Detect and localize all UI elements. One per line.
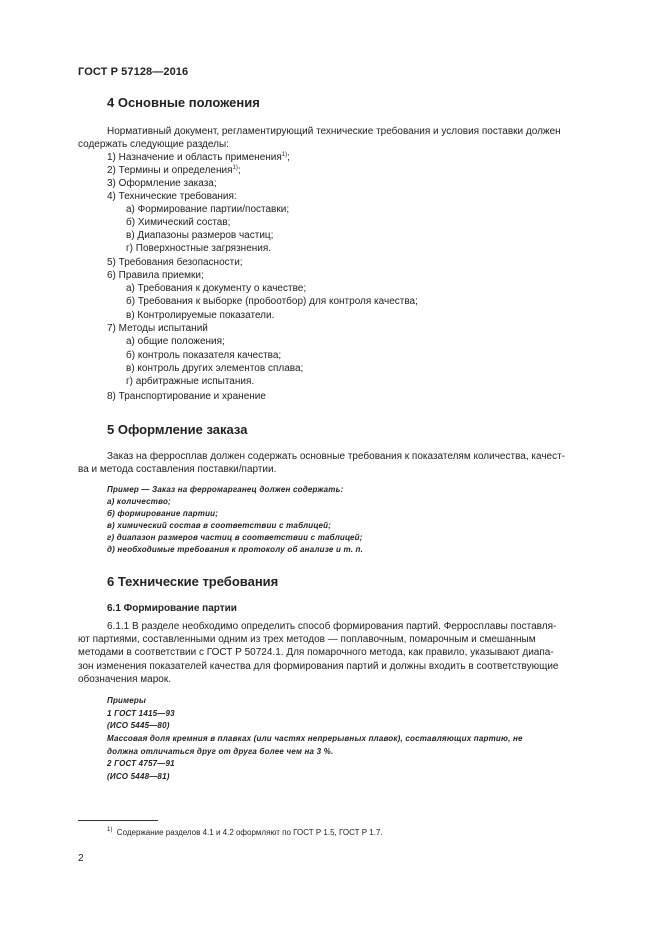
list-item: в) Контролируемые показатели.	[126, 310, 275, 321]
section-6-para-line: зон изменения показателей качества для формирования партий и должны входить в соответствующие	[78, 661, 559, 672]
example-line: д) необходимые требования к протоколу об анализе и т. п.	[107, 545, 364, 554]
example-line: б) формирование партии;	[107, 509, 219, 518]
document-header: ГОСТ Р 57128—2016	[78, 66, 189, 78]
example-line: 1 ГОСТ 1415—93	[107, 709, 175, 718]
list-item: 4) Технические требования:	[107, 191, 237, 202]
footnote-text: Содержание разделов 4.1 и 4.2 оформляют по ГОСТ Р 1.5, ГОСТ Р 1.7.	[116, 828, 383, 837]
section-4-intro-line-2: содержать следующие разделы:	[78, 139, 229, 150]
page-number: 2	[78, 853, 84, 864]
section-6-1-title: 6.1 Формирование партии	[107, 603, 237, 614]
section-6-para-line: методами в соответствии с ГОСТ Р 50724.1. Для помарочного метода, как правило, указывают диапа-	[78, 647, 554, 658]
section-6-para-line: ют партиями, составленными одним из трех методов — поплавочным, помарочным и смешанным	[78, 634, 536, 645]
section-4-title: 4 Основные положения	[107, 95, 260, 110]
list-item: б) Требования к выборке (пробоотбор) для контроля качества;	[126, 296, 418, 307]
list-item: 3) Оформление заказа;	[107, 178, 217, 189]
section-4-intro-line-1: Нормативный документ, регламентирующий технические требования и условия поставки должен	[107, 126, 561, 137]
list-item: б) Химический состав;	[126, 217, 231, 228]
example-line: в) химический состав в соответствии с таблицей;	[107, 521, 332, 530]
section-5-para-line-2: ва и метода составления поставки/партии.	[78, 464, 277, 475]
footnote	[107, 828, 383, 837]
example-line: Массовая доля кремния в плавках (или частях непрерывных плавок), составляющих партию, не	[107, 734, 523, 743]
list-item: г) Поверхностные загрязнения.	[126, 243, 272, 254]
section-5-title: 5 Оформление заказа	[107, 422, 248, 437]
example-line: а) количество;	[107, 497, 171, 506]
section-6-para-line: обозначения марок.	[78, 674, 171, 685]
list-item: 5) Требования безопасности;	[107, 257, 243, 268]
example-line: должна отличаться друг от друга более чем на 3 %.	[107, 747, 334, 756]
list-item: а) Требования к документу о качестве;	[126, 283, 307, 294]
list-item: 6) Правила приемки;	[107, 270, 204, 281]
section-6-title: 6 Технические требования	[107, 574, 279, 589]
example-line: 2 ГОСТ 4757—91	[107, 759, 175, 768]
example-line: (ИСО 5448—81)	[107, 772, 170, 781]
list-item: а) общие положения;	[126, 336, 225, 347]
list-item: г) арбитражные испытания.	[126, 376, 255, 387]
example-line: Пример — Заказ на ферромарганец должен содержать:	[107, 485, 344, 494]
section-6-para-line: 6.1.1 В разделе необходимо определить способ формирования партий. Ферросплавы поставля-	[107, 621, 557, 632]
list-item: а) Формирование партии/поставки;	[126, 204, 290, 215]
list-item: 2) Термины и определения$^{1)}$;	[107, 165, 241, 176]
footnote-divider	[78, 820, 158, 821]
example-line: г) диапазон размеров частиц в соответствии с таблицей;	[107, 533, 363, 542]
list-item: б) контроль показателя качества;	[126, 350, 282, 361]
list-item: 1) Назначение и область применения$^{1)}$;	[107, 152, 290, 163]
list-item: 8) Транспортирование и хранение	[107, 391, 266, 402]
list-item: в) Диапазоны размеров частиц;	[126, 230, 274, 241]
footnote-mark: 1)	[107, 827, 113, 833]
example-line: Примеры	[107, 696, 147, 705]
example-line: (ИСО 5445—80)	[107, 721, 170, 730]
list-item: 7) Методы испытаний	[107, 323, 208, 334]
list-item: в) контроль других элементов сплава;	[126, 363, 304, 374]
section-5-para-line-1: Заказ на ферросплав должен содержать основные требования к показателям количества, качест-	[107, 451, 566, 462]
